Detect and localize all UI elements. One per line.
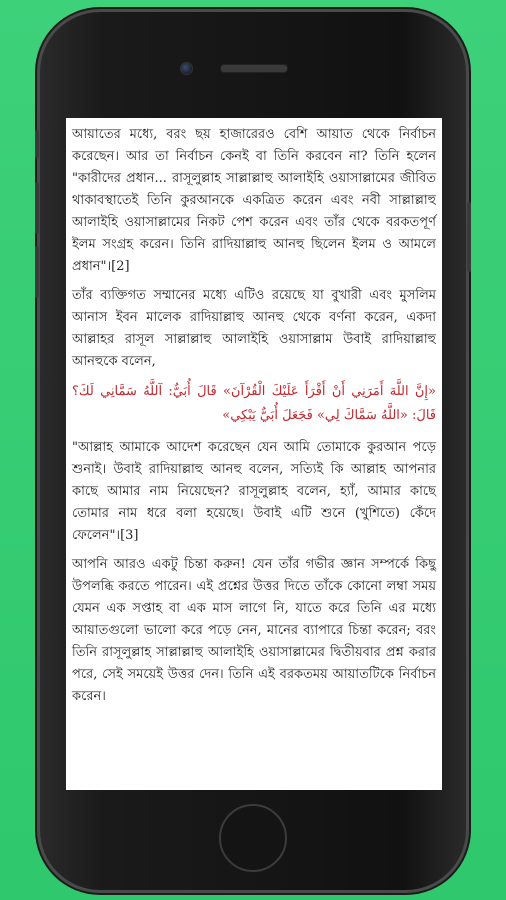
arabic-hadith-text: «إِنَّ اللَّهَ أَمَرَنِي أَنْ أَقْرَأَ عَلَيْكَ الْقُرْآنَ» قَالَ أُبَيٌّ: آللَّهُ سَمَّانِي لَكَ؟ قَالَ: «اللَّهُ سَمَّاكَ لِي» فَجَعَلَ أُبَيٌّ يَبْكِي»	[72, 384, 436, 423]
power-button	[467, 202, 471, 272]
home-button[interactable]	[219, 804, 287, 872]
paragraph-4: আপনি আরও একটু চিন্তা করুন! যেন তাঁর গভীর জ্ঞান সম্পর্কে কিছু উপলব্ধি করতে পারেন। এই প্রশ্নের উত্তর দিতে তাঁকে কোনো লম্বা সময় যেমন এক সপ্তাহ বা এক মাস লাগে নি, যাতে করে তিনি এর মধ্যে আয়াতগুলো ভালো করে পড়ে নেন, মানের ব্যাপারে চিন্তা করেন; বরং তিনি রাসূলুল্লাহ সাল্লাল্লাহু আলাইহি ওয়াসাল্লামের দ্বিতীয়বার প্রশ্ন করার পরে, সেই সময়েই উত্তর দেন। তিনি এই বরকতময় আয়াতটিকে নির্বাচন করেন।	[72, 557, 436, 704]
paragraph-2: তাঁর ব্যক্তিগত সম্মানের মধ্যে এটিও রয়েছে যা বুখারী এবং মুসলিম আনাস ইবন মালেক রাদিয়াল্লাহু আনহু থেকে বর্ণনা করেন, একদা আল্লাহর রাসূল সাল্লাল্লাহু আলাইহি ওয়াসাল্লাম উবাই রাদিয়াল্লাহু আনহুকে বলেন,	[72, 288, 436, 369]
volume-down-button	[35, 246, 39, 298]
front-camera-icon	[180, 62, 193, 75]
volume-up-button	[35, 182, 39, 234]
paragraph-3: "আল্লাহ আমাকে আদেশ করেছেন যেন আমি তোমাকে কুরআন পড়ে শুনাই। উবাই রাদিয়াল্লাহু আনহু বলেন, সত্যিই কি আল্লাহ আপনার কাছে আমার নাম নিয়েছেন? রাসূলুল্লাহ বলেন, হ্যাঁ, আমার কাছে তোমার নাম ধরে বলা হয়েছে। উবাই এটি শুনে (খুশিতে) কেঁদে ফেলেন"।[3]	[72, 440, 436, 543]
earpiece-speaker	[220, 64, 288, 73]
paragraph-1: আয়াতের মধ্যে, বরং ছয় হাজারেরও বেশি আয়াত থেকে নির্বাচন করেছেন। আর তা নির্বাচন কেনই বা তিনি করবেন না? তিনি হলেন "কারীদের প্রধান... রাসূলুল্লাহ সাল্লাল্লাহু আলাইহি ওয়াসাল্লামের জীবিত থাকাবস্থাতেই তিনি কুরআনকে একত্রিত করেন এবং নবী সাল্লাল্লাহু আলাইহি ওয়াসাল্লামের নিকট পেশ করেন এবং তাঁর থেকে বরকতপূর্ণ ইলম সংগ্রহ করেন। তিনি রাদিয়াল্লাহু আনহু ছিলেন ইলম ও আমলে প্রধান"।[2]	[72, 127, 436, 274]
article-content	[66, 118, 442, 708]
mute-switch	[35, 130, 39, 158]
screen[interactable]	[66, 118, 442, 790]
phone-frame	[40, 12, 466, 890]
